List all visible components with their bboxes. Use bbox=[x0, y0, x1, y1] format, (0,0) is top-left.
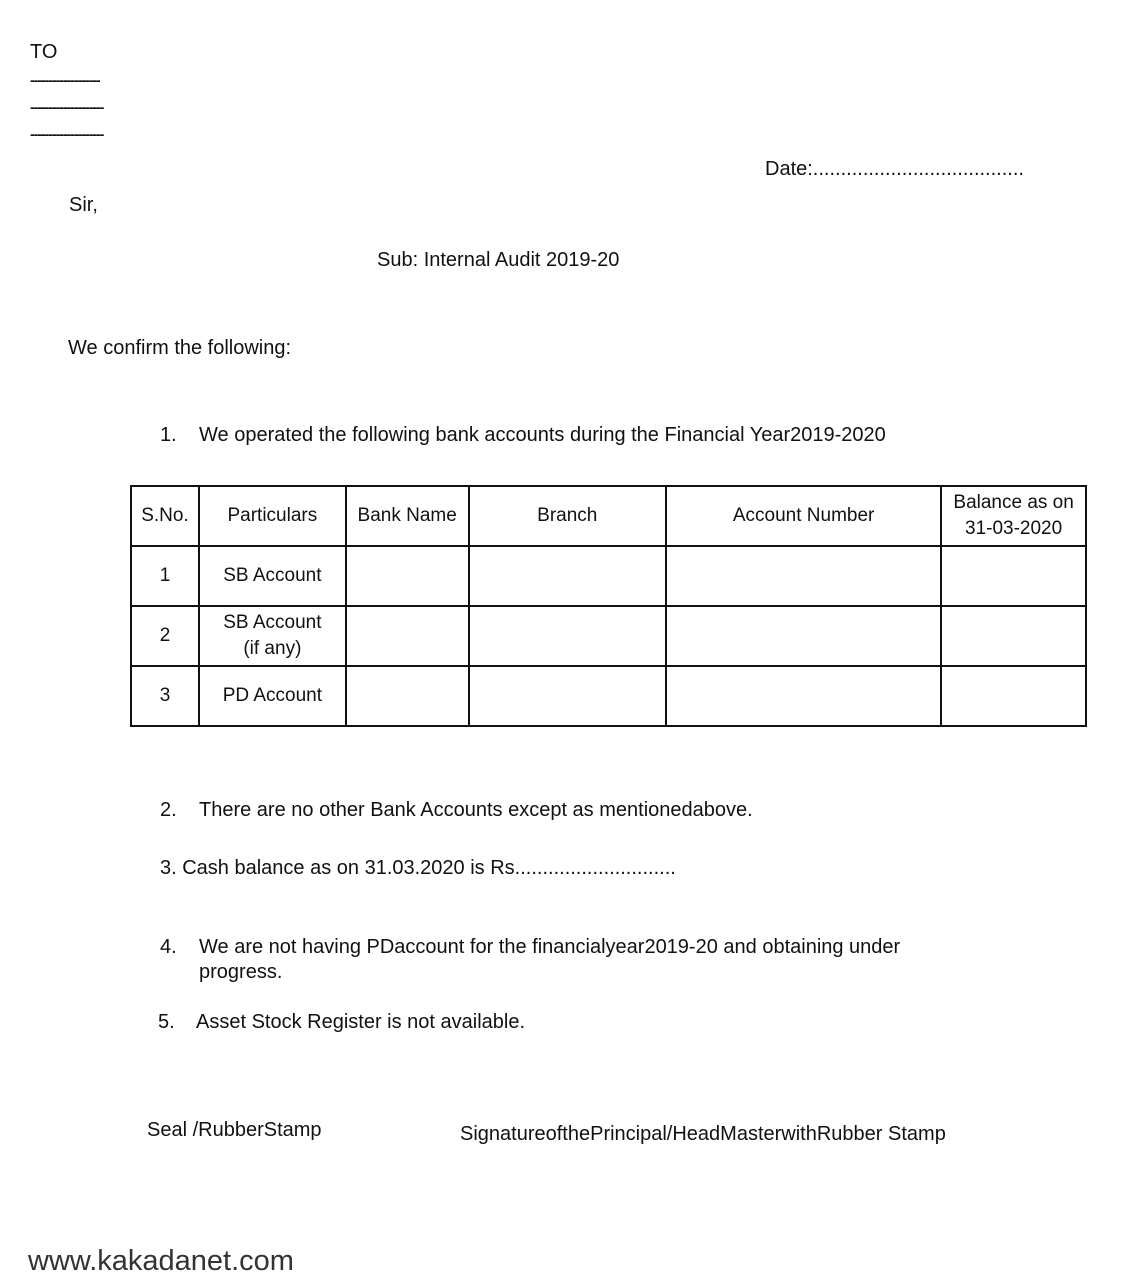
header-sno: S.No. bbox=[131, 486, 199, 546]
subject: Sub: Internal Audit 2019-20 bbox=[377, 249, 620, 271]
seal-label: Seal /RubberStamp bbox=[147, 1119, 322, 1141]
table-header-row bbox=[131, 486, 1086, 546]
item-1-text: We operated the following bank accounts during the Financial Year2019-2020 bbox=[199, 424, 886, 446]
item-1-number: 1. bbox=[160, 424, 177, 446]
salutation: Sir, bbox=[69, 194, 98, 216]
website-watermark: www.kakadanet.com bbox=[28, 1245, 294, 1277]
cell-bank-name bbox=[346, 606, 469, 666]
bank-accounts-table bbox=[130, 485, 1087, 727]
table-row bbox=[131, 546, 1086, 606]
header-branch: Branch bbox=[469, 486, 666, 546]
table-row bbox=[131, 666, 1086, 726]
cell-balance bbox=[941, 606, 1086, 666]
item-4-text-cont: progress. bbox=[199, 961, 283, 983]
item-5-text: Asset Stock Register is not available. bbox=[196, 1011, 526, 1033]
to-label: TO bbox=[30, 41, 58, 63]
item-5-number: 5. bbox=[158, 1011, 175, 1033]
cell-particulars: PD Account bbox=[199, 666, 346, 726]
cell-particulars: SB Account (if any) bbox=[199, 606, 346, 666]
cell-sno: 1 bbox=[131, 546, 199, 606]
item-4-text: We are not having PDaccount for the financialyear2019-20 and obtaining under bbox=[199, 936, 901, 958]
cell-sno: 3 bbox=[131, 666, 199, 726]
address-line-3: -------------------- bbox=[30, 126, 104, 142]
intro-text: We confirm the following: bbox=[68, 337, 292, 359]
cell-bank-name bbox=[346, 666, 469, 726]
cell-branch bbox=[469, 546, 666, 606]
cell-balance bbox=[941, 546, 1086, 606]
cell-account-number bbox=[666, 546, 941, 606]
table-row bbox=[131, 606, 1086, 666]
address-line-2: -------------------- bbox=[30, 99, 104, 115]
cell-branch bbox=[469, 666, 666, 726]
address-line-1: ------------------- bbox=[30, 72, 100, 88]
date-field: Date:...................................... bbox=[765, 158, 1024, 180]
header-bank-name: Bank Name bbox=[346, 486, 469, 546]
item-2-number: 2. bbox=[160, 799, 177, 821]
item-2-text: There are no other Bank Accounts except as mentionedabove. bbox=[199, 799, 753, 821]
item-3-text: 3. Cash balance as on 31.03.2020 is Rs............................. bbox=[160, 857, 676, 879]
signature-label: SignatureofthePrincipal/HeadMasterwithRubber Stamp bbox=[460, 1123, 946, 1145]
cell-account-number bbox=[666, 666, 941, 726]
item-4-number: 4. bbox=[160, 936, 177, 958]
cell-sno: 2 bbox=[131, 606, 199, 666]
cell-branch bbox=[469, 606, 666, 666]
header-account-number: Account Number bbox=[666, 486, 941, 546]
cell-account-number bbox=[666, 606, 941, 666]
cell-particulars: SB Account bbox=[199, 546, 346, 606]
cell-balance bbox=[941, 666, 1086, 726]
header-balance: Balance as on 31-03-2020 bbox=[941, 486, 1086, 546]
cell-bank-name bbox=[346, 546, 469, 606]
header-particulars: Particulars bbox=[199, 486, 346, 546]
